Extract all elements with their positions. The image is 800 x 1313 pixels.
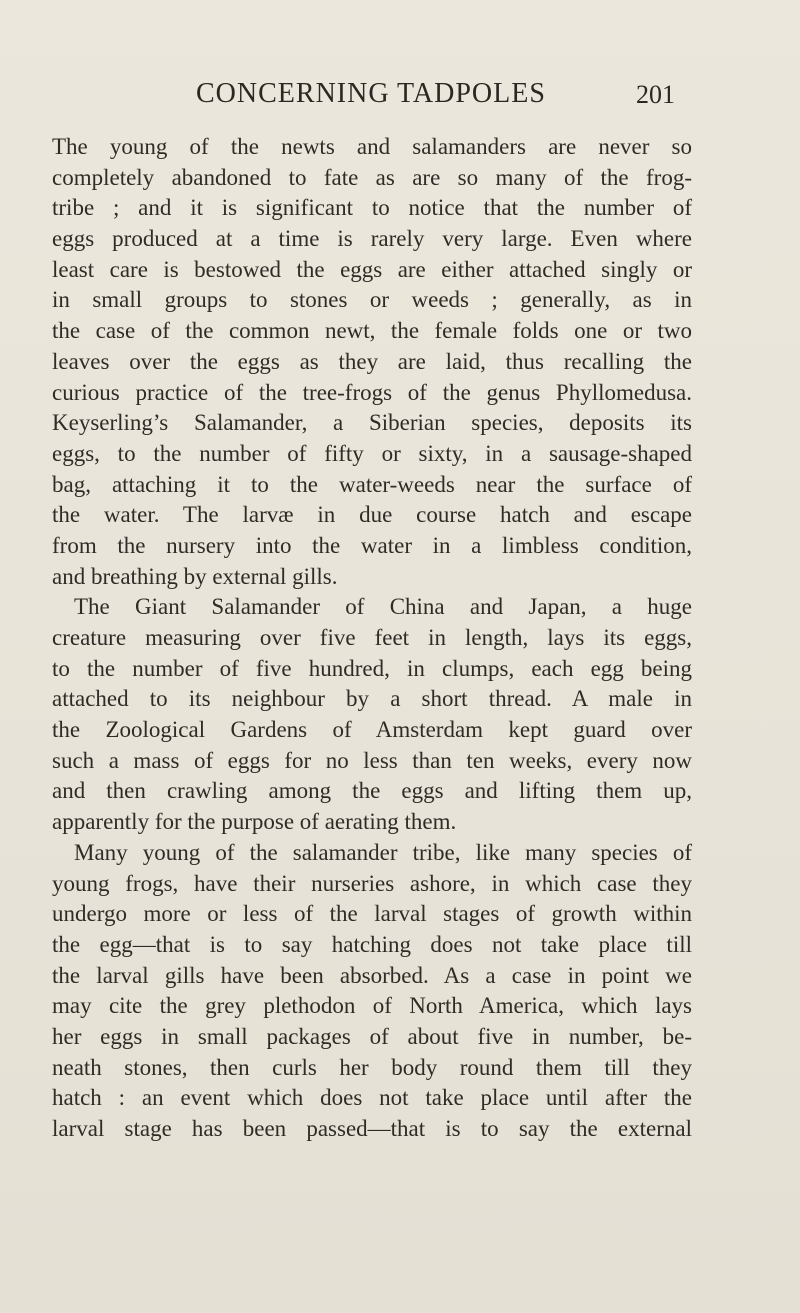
text-line: apparently for the purpose of aerating them. [52, 809, 457, 835]
text-line: undergo more or less of the larval stages of growth within [52, 901, 692, 927]
text-line: bag, attaching it to the water-weeds near the surface of [52, 471, 692, 497]
text-line: may cite the grey plethodon of North America, which lays [52, 993, 692, 1019]
text-line: neath stones, then curls her body round them till they [52, 1054, 692, 1080]
text-line: in small groups to stones or weeds ; generally, as in [52, 287, 692, 313]
text-line: creature measuring over five feet in length, lays its eggs, [52, 625, 692, 650]
text-line: completely abandoned to fate as are so many of the frog- [52, 164, 692, 190]
text-line: young frogs, have their nurseries ashore, in which case they [52, 870, 692, 896]
text-line: the Zoological Gardens of Amsterdam kept guard over [52, 717, 692, 743]
text-line: leaves over the eggs as they are laid, thus recalling the [52, 348, 692, 374]
text-line: the larval gills have been absorbed. As a case in point we [52, 962, 692, 988]
text-line: the case of the common newt, the female folds one or two [52, 318, 692, 344]
text-line: hatch : an event which does not take place until after the [52, 1085, 692, 1111]
running-head [0, 78, 800, 114]
text-line: her eggs in small packages of about five in number, be- [52, 1023, 692, 1049]
text-line: The young of the newts and salamanders are never so [52, 134, 692, 159]
text-line: from the nursery into the water in a limbless condition, [52, 532, 692, 558]
page-number: 201 [636, 80, 675, 109]
text-line: least care is bestowed the eggs are either attached singly or [52, 256, 692, 282]
text-line: eggs produced at a time is rarely very large. Even where [52, 226, 692, 252]
text-line: The Giant Salamander of China and Japan, a huge [74, 594, 692, 620]
text-line: the water. The larvæ in due course hatch and escape [52, 502, 692, 528]
text-line: and breathing by external gills. [52, 563, 338, 589]
text-line: to the number of five hundred, in clumps, each egg being [52, 655, 692, 681]
text-line: Many young of the salamander tribe, like many species of [74, 839, 692, 865]
text-line: eggs, to the number of fifty or sixty, in a sausage-shaped [52, 440, 692, 466]
text-line: such a mass of eggs for no less than ten weeks, every now [52, 747, 692, 773]
body-text [52, 132, 692, 1145]
text-line: the egg—that is to say hatching does not take place till [52, 931, 692, 957]
text-line: tribe ; and it is significant to notice that the number of [52, 195, 692, 221]
text-line: Keyserling’s Salamander, a Siberian species, deposits its [52, 410, 692, 436]
text-line: and then crawling among the eggs and lifting them up, [52, 778, 692, 804]
text-line: attached to its neighbour by a short thread. A male in [52, 686, 692, 712]
page-title: CONCERNING TADPOLES [196, 78, 546, 109]
text-line: larval stage has been passed—that is to say the external [52, 1116, 692, 1141]
text-line: curious practice of the tree-frogs of the genus Phyllomedusa. [52, 379, 692, 405]
